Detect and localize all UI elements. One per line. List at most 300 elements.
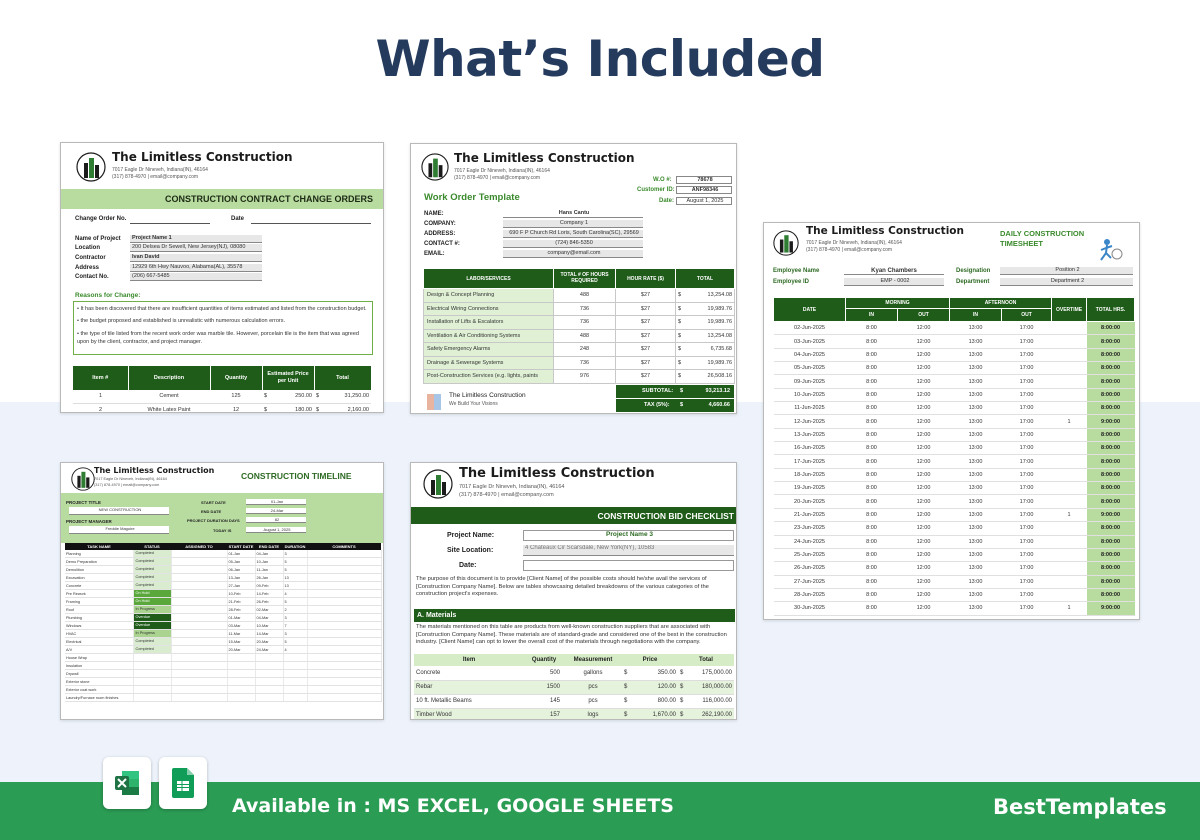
total-value: 31,250.00 (344, 393, 369, 400)
footer-tagline: We Build Your Visions (449, 401, 498, 407)
cell-total-hours: 8:00:00 (1087, 455, 1135, 468)
company-name: The Limitless Construction (454, 151, 635, 165)
cell-end: 14-Mar (255, 630, 283, 638)
status-badge: In Progress (134, 606, 171, 613)
email-field[interactable]: company@email.com (503, 250, 643, 258)
project-manager-field[interactable]: Freddie Maguire (69, 526, 169, 534)
cell-end: 02-Mar (255, 606, 283, 614)
cell-date: 02-Jun-2025 (774, 322, 846, 335)
address-line: 7017 Eagle Dr Nineveh, Indiana(IN), 46164 (112, 167, 208, 173)
contact-line: (317) 878-4970 | email@company.com (459, 491, 554, 498)
cell-duration: 5 (283, 558, 307, 566)
footer-company-name: The Limitless Construction (449, 392, 526, 399)
cell-assigned (171, 694, 227, 702)
cell-date: 04-Jun-2025 (774, 348, 846, 361)
cell-comments (307, 590, 381, 598)
cell-start (227, 670, 255, 678)
cell-morning-out: 12:00 (898, 535, 950, 548)
timeline-row (65, 582, 381, 590)
cell-date: 10-Jun-2025 (774, 388, 846, 401)
timeline-row (65, 646, 381, 654)
cell-total-hours: 9:00:00 (1087, 415, 1135, 428)
location-field[interactable]: 200 Delsea Dr Sewell, New Jersey(NJ), 08080 (130, 244, 262, 252)
cell-date: 24-Jun-2025 (774, 535, 846, 548)
status-badge: Overdue (134, 614, 171, 621)
cell-afternoon-out: 17:00 (1002, 322, 1052, 335)
today-field[interactable]: August 1, 2025 (246, 527, 306, 533)
timesheet-title: DAILY CONSTRUCTION TIMESHEET (1000, 229, 1085, 249)
cell-status (133, 646, 171, 654)
cell-item: Concrete (414, 666, 524, 680)
project-name-field[interactable]: Project Name 1 (130, 235, 262, 243)
contact-label: CONTACT #: (424, 241, 460, 247)
reason-item: • the type of tile listed from the recent work order was marble tile. However, porcelain tile is the item that was agreed upon by the client, contractor, and project manager. (77, 330, 359, 345)
duration-label: PROJECT DURATION DAYS (187, 518, 240, 523)
status-badge: Completed (134, 582, 171, 589)
cell-hours: 736 (554, 356, 616, 370)
timesheet-row (774, 388, 1135, 401)
column-header: Item (414, 654, 524, 666)
cell-assigned (171, 550, 227, 558)
cell-quantity: 500 (524, 666, 564, 680)
materials-table (414, 654, 734, 720)
change-order-no-label: Change Order No. (75, 216, 127, 222)
work-order-table (423, 268, 735, 384)
cell-assigned (171, 566, 227, 574)
tax-value: 4,660.66 (708, 402, 730, 408)
column-header: Total (314, 366, 371, 390)
cell-start: 11-Mar (227, 630, 255, 638)
wo-label: W.O #: (653, 177, 672, 183)
cell-morning-in: 8:00 (846, 402, 898, 415)
cell-end: 10-Mar (255, 622, 283, 630)
cell-afternoon-out: 17:00 (1002, 375, 1052, 388)
subtotal-label: SUBTOTAL: (642, 388, 674, 394)
cell-assigned (171, 638, 227, 646)
bid-date-field[interactable] (523, 560, 734, 571)
price-value: 350.00 (657, 669, 676, 676)
runner-clock-icon (1097, 236, 1125, 264)
column-header: Item # (73, 366, 128, 390)
location-label: Location (75, 245, 100, 251)
cell-afternoon-in: 13:00 (950, 388, 1002, 401)
cell-start (227, 678, 255, 686)
project-manager-label: PROJECT MANAGER (66, 519, 112, 524)
column-header: Quantity (210, 366, 262, 390)
table-row (73, 390, 371, 403)
cell-service: Safety Emergency Alarms (424, 343, 554, 357)
cell-assigned (171, 686, 227, 694)
total-value: 13,254.08 (707, 292, 732, 299)
timesheet-row (774, 322, 1135, 335)
cell-comments (307, 598, 381, 606)
column-header: Quantity (524, 654, 564, 666)
cell-measurement: logs (564, 708, 622, 720)
cell-item: Rebar (414, 680, 524, 694)
cell-comments (307, 646, 381, 654)
total-value: 6,735.68 (710, 346, 732, 353)
building-logo-icon (773, 230, 799, 256)
cell-duration: 3 (283, 614, 307, 622)
cell-service: Ventilation & Air Conditioning Systems (424, 329, 554, 343)
work-order-preview (410, 143, 737, 414)
cell-item-no: 2 (73, 403, 128, 413)
cell-start (227, 654, 255, 662)
cell-date: 23-Jun-2025 (774, 522, 846, 535)
timesheet-row (774, 495, 1135, 508)
cell-overtime (1052, 468, 1087, 481)
cell-comments (307, 670, 381, 678)
cell-rate: $27 (616, 370, 676, 384)
address-field[interactable]: 690 F P Church Rd Loris, South Carolina(SC), 29569 (503, 230, 643, 238)
cell-overtime: 1 (1052, 415, 1087, 428)
timesheet-row (774, 575, 1135, 588)
brand-logo-text: BestTemplates (993, 795, 1167, 819)
cell-overtime (1052, 402, 1087, 415)
address-line: 7017 Eagle Dr Nineveh, Indiana(IN), 46164 (459, 484, 565, 490)
timeline-row (65, 670, 381, 678)
cell-start (227, 686, 255, 694)
cell-task: Demolition (65, 566, 133, 574)
project-name-field[interactable]: Project Name 3 (523, 530, 734, 541)
google-sheets-app-tile[interactable] (159, 757, 207, 809)
wo-field[interactable]: 78678 (676, 176, 732, 184)
cell-morning-in: 8:00 (846, 442, 898, 455)
employee-id-field[interactable]: EMP - 0002 (844, 278, 944, 286)
cell-overtime: 1 (1052, 508, 1087, 521)
bid-heading-band (411, 507, 737, 524)
cell-start (227, 662, 255, 670)
cell-comments (307, 686, 381, 694)
today-label: TODAY IS (213, 528, 232, 533)
department-field[interactable]: Department 2 (1000, 278, 1133, 286)
cell-afternoon-out: 17:00 (1002, 495, 1052, 508)
cell-duration (283, 662, 307, 670)
cell-total (676, 356, 735, 370)
cell-morning-out: 12:00 (898, 522, 950, 535)
cell-duration (283, 654, 307, 662)
cell-total-hours: 9:00:00 (1087, 602, 1135, 615)
currency-symbol: $ (624, 669, 628, 676)
cell-comments (307, 606, 381, 614)
cell-total-hours: 8:00:00 (1087, 588, 1135, 601)
timeline-row (65, 678, 381, 686)
cell-afternoon-in: 13:00 (950, 442, 1002, 455)
timesheet-row (774, 335, 1135, 348)
cell-duration (283, 678, 307, 686)
cell-quantity: 1500 (524, 680, 564, 694)
cell-service: Installation of Lifts & Escalators (424, 316, 554, 330)
cell-overtime (1052, 455, 1087, 468)
cell-morning-out: 12:00 (898, 575, 950, 588)
date-line (251, 223, 371, 224)
cell-total-hours: 8:00:00 (1087, 468, 1135, 481)
cell-start (227, 694, 255, 702)
currency-symbol: $ (678, 373, 682, 380)
reason-item: • It has been discovered that there are insufficient quantities of items estimated and listed from the construction budget. (77, 306, 367, 312)
company-name: The Limitless Construction (94, 466, 215, 475)
cell-overtime (1052, 335, 1087, 348)
cell-morning-out: 12:00 (898, 388, 950, 401)
project-title-field[interactable]: NEW CONSTRUCTION (69, 507, 169, 515)
company-name: The Limitless Construction (112, 150, 293, 164)
cell-status (133, 662, 171, 670)
cell-end: 04-Jan (255, 550, 283, 558)
cell-measurement: gallons (564, 666, 622, 680)
contractor-field[interactable]: Ivan David (130, 254, 262, 262)
cell-duration (283, 694, 307, 702)
work-order-title: Work Order Template (424, 192, 520, 203)
timesheet-row (774, 402, 1135, 415)
cell-task: Plumbing (65, 614, 133, 622)
cell-assigned (171, 606, 227, 614)
status-badge: On Hold (134, 590, 171, 597)
cell-morning-out: 12:00 (898, 562, 950, 575)
company-name: The Limitless Construction (459, 466, 655, 481)
status-badge (134, 662, 171, 669)
cell-comments (307, 574, 381, 582)
building-logo-icon (421, 153, 449, 181)
currency-symbol: $ (678, 292, 682, 299)
cell-assigned (171, 630, 227, 638)
cell-date: 20-Jun-2025 (774, 495, 846, 508)
work-order-date-field[interactable]: August 1, 2025 (676, 197, 732, 205)
start-date-field[interactable]: 01-Jan (246, 499, 306, 505)
cell-hours: 736 (554, 302, 616, 316)
cell-total (676, 329, 735, 343)
cell-rate: $27 (616, 316, 676, 330)
cell-duration: 2 (283, 606, 307, 614)
cell-status (133, 638, 171, 646)
cell-morning-in: 8:00 (846, 375, 898, 388)
timeline-row (65, 662, 381, 670)
name-field[interactable]: Hans Cantu (503, 210, 643, 218)
customer-id-field[interactable]: ANF98346 (676, 186, 732, 194)
cell-duration: 13 (283, 582, 307, 590)
cell-total (676, 302, 735, 316)
cell-afternoon-out: 17:00 (1002, 335, 1052, 348)
cell-start: 21-Feb (227, 598, 255, 606)
cell-assigned (171, 582, 227, 590)
cell-start: 01-Jan (227, 550, 255, 558)
cell-total-hours: 8:00:00 (1087, 388, 1135, 401)
cell-date: 13-Jun-2025 (774, 428, 846, 441)
cell-total-hours: 8:00:00 (1087, 428, 1135, 441)
cell-overtime (1052, 548, 1087, 561)
timesheet-row (774, 588, 1135, 601)
employee-name-value[interactable]: Kyan Chambers (844, 268, 944, 275)
cell-morning-in: 8:00 (846, 362, 898, 375)
cell-total-hours: 8:00:00 (1087, 548, 1135, 561)
timeline-table (65, 543, 382, 702)
cell-comments (307, 550, 381, 558)
end-date-label: END DATE (201, 509, 222, 514)
afternoon-out-header: OUT (1002, 308, 1052, 321)
cell-task: Roof (65, 606, 133, 614)
cell-morning-in: 8:00 (846, 602, 898, 615)
cell-end: 14-Feb (255, 590, 283, 598)
cell-morning-out: 12:00 (898, 602, 950, 615)
designation-label: Designation (956, 268, 991, 274)
cell-afternoon-out: 17:00 (1002, 535, 1052, 548)
cell-morning-out: 12:00 (898, 428, 950, 441)
cell-afternoon-in: 13:00 (950, 508, 1002, 521)
cell-assigned (171, 654, 227, 662)
status-badge: On Hold (134, 598, 171, 605)
cell-end: 20-Mar (255, 638, 283, 646)
materials-section-title: A. Materials (417, 612, 457, 619)
cell-morning-out: 12:00 (898, 468, 950, 481)
cell-assigned (171, 646, 227, 654)
status-badge: Completed (134, 550, 171, 557)
cell-afternoon-in: 13:00 (950, 428, 1002, 441)
cell-morning-out: 12:00 (898, 548, 950, 561)
cell-task: House Wrap (65, 654, 133, 662)
table-row (73, 403, 371, 413)
cell-rate: $27 (616, 343, 676, 357)
company-field[interactable]: Company 1 (503, 220, 643, 228)
cell-task: Windows (65, 622, 133, 630)
cell-morning-out: 12:00 (898, 362, 950, 375)
contractor-label: Contractor (75, 255, 106, 261)
cell-duration: 3 (283, 630, 307, 638)
morning-header: MORNING (846, 298, 950, 309)
cell-start: 01-Mar (227, 614, 255, 622)
timeline-row (65, 550, 381, 558)
morning-out-header: OUT (898, 308, 950, 321)
cell-date: 11-Jun-2025 (774, 402, 846, 415)
excel-icon (113, 769, 141, 797)
cell-overtime (1052, 522, 1087, 535)
timeline-row (65, 614, 381, 622)
cell-start: 06-Jan (227, 566, 255, 574)
cell-morning-out: 12:00 (898, 335, 950, 348)
cell-status (133, 678, 171, 686)
cell-duration: 5 (283, 566, 307, 574)
cell-date: 05-Jun-2025 (774, 362, 846, 375)
bid-date-label: Date: (459, 562, 477, 569)
address-field[interactable]: 12929 6th Hwy Nauvoo, Alabama(AL), 35578 (130, 264, 262, 272)
cell-status (133, 582, 171, 590)
cell-afternoon-in: 13:00 (950, 468, 1002, 481)
timesheet-table (773, 297, 1135, 616)
contact-field[interactable]: (724) 846-5350 (503, 240, 643, 248)
cell-start: 05-Jan (227, 558, 255, 566)
column-header: STATUS (133, 543, 171, 550)
site-location-field[interactable]: 4 Chateaux Cir Scarsdale, New York(NY), 10583 (523, 545, 734, 556)
cell-end (255, 654, 283, 662)
bid-checklist-preview (410, 462, 737, 720)
cell-rate: $27 (616, 289, 676, 303)
cell-duration (283, 686, 307, 694)
cell-date: 18-Jun-2025 (774, 468, 846, 481)
duration-field[interactable]: 82 (246, 517, 306, 523)
email-label: EMAIL: (424, 251, 445, 257)
cell-afternoon-in: 13:00 (950, 588, 1002, 601)
cell-hours: 976 (554, 370, 616, 384)
cell-morning-in: 8:00 (846, 455, 898, 468)
timeline-row (65, 566, 381, 574)
total-value: 19,989.76 (707, 359, 732, 366)
cell-date: 25-Jun-2025 (774, 548, 846, 561)
cell-afternoon-out: 17:00 (1002, 362, 1052, 375)
cell-total-hours: 9:00:00 (1087, 508, 1135, 521)
timesheet-row (774, 602, 1135, 615)
cell-afternoon-in: 13:00 (950, 522, 1002, 535)
price-value: 250.00 (295, 393, 312, 400)
date-header: DATE (774, 298, 846, 322)
building-logo-icon (76, 152, 106, 182)
subtotal-row (616, 385, 734, 398)
cell-overtime (1052, 348, 1087, 361)
cell-assigned (171, 598, 227, 606)
contact-line: (317) 878-4970 | email@company.com (806, 247, 893, 254)
morning-in-header: IN (846, 308, 898, 321)
currency-symbol: $ (680, 712, 684, 718)
cell-description: White Latex Paint (128, 403, 210, 413)
cell-morning-in: 8:00 (846, 548, 898, 561)
cell-date: 28-Jun-2025 (774, 588, 846, 601)
cell-total (314, 403, 371, 413)
price-value: 800.00 (657, 698, 676, 704)
change-orders-table (73, 366, 372, 413)
cell-overtime (1052, 428, 1087, 441)
cell-status (133, 590, 171, 598)
cell-comments (307, 638, 381, 646)
cell-total-hours: 8:00:00 (1087, 335, 1135, 348)
cell-afternoon-out: 17:00 (1002, 388, 1052, 401)
cell-price (622, 666, 678, 680)
excel-app-tile[interactable] (103, 757, 151, 809)
cell-afternoon-out: 17:00 (1002, 482, 1052, 495)
status-badge (134, 686, 171, 693)
cell-quantity: 125 (210, 390, 262, 403)
company-address (94, 477, 167, 488)
timesheet-row (774, 375, 1135, 388)
cell-duration: 7 (283, 622, 307, 630)
timesheet-row (774, 548, 1135, 561)
cell-status (133, 558, 171, 566)
cell-quantity: 157 (524, 708, 564, 720)
end-date-field[interactable]: 24-Mar (246, 508, 306, 514)
cell-price (262, 390, 314, 403)
company-address (459, 484, 564, 500)
cell-total-hours: 8:00:00 (1087, 442, 1135, 455)
cell-afternoon-in: 13:00 (950, 322, 1002, 335)
afternoon-header: AFTERNOON (950, 298, 1052, 309)
cell-afternoon-in: 13:00 (950, 402, 1002, 415)
address-line: 7017 Eagle Dr Nineveh, Indiana(IN), 46164 (806, 240, 902, 246)
cell-afternoon-in: 13:00 (950, 348, 1002, 361)
cell-end: 24-Mar (255, 646, 283, 654)
cell-hours: 488 (554, 289, 616, 303)
designation-field[interactable]: Position 2 (1000, 267, 1133, 275)
cell-duration: 5 (283, 638, 307, 646)
cell-status (133, 614, 171, 622)
cell-comments (307, 566, 381, 574)
subtotal-currency: $ (680, 388, 684, 394)
cell-total (678, 680, 734, 694)
contact-no-field[interactable]: (206) 667-5485 (130, 273, 262, 281)
cell-start: 20-Mar (227, 646, 255, 654)
cell-total-hours: 8:00:00 (1087, 362, 1135, 375)
timesheet-row (774, 428, 1135, 441)
column-header: END DATE (255, 543, 283, 550)
tax-currency: $ (680, 402, 684, 408)
cell-status (133, 606, 171, 614)
cell-date: 09-Jun-2025 (774, 375, 846, 388)
cell-total-hours: 8:00:00 (1087, 575, 1135, 588)
